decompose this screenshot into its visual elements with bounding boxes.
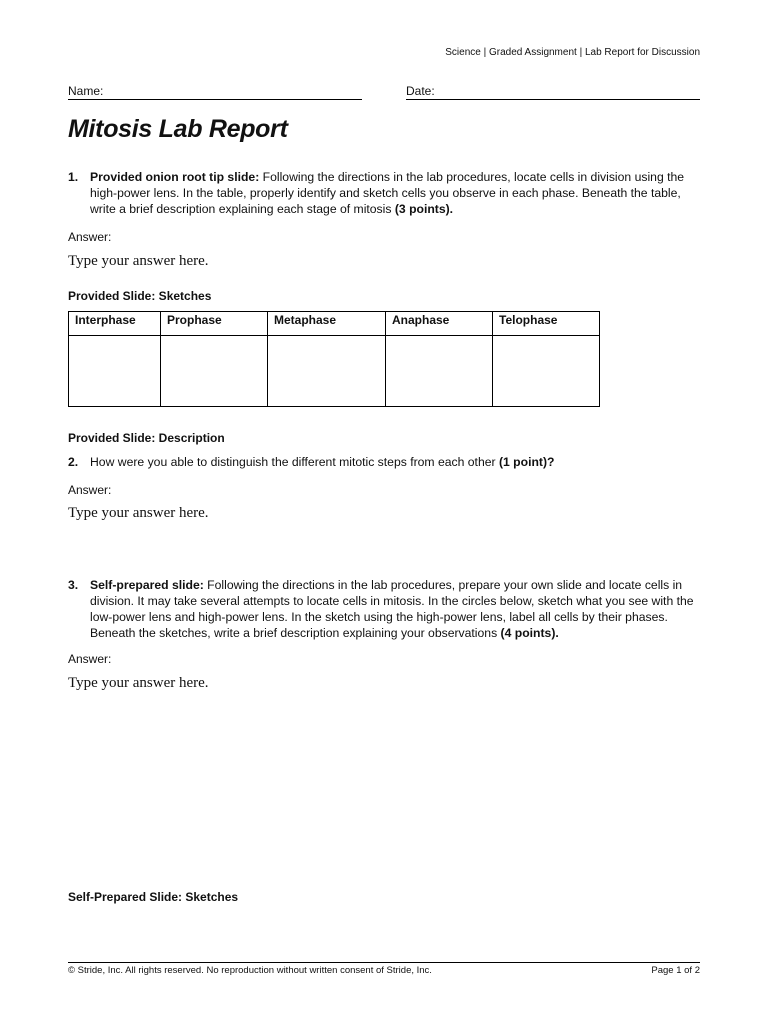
sketches-heading: Provided Slide: Sketches [68,289,212,303]
description-heading: Provided Slide: Description [68,431,225,445]
sketch-cell-prophase[interactable] [161,336,268,407]
question-2 [68,454,700,470]
sketch-table [68,311,600,407]
column-header: Prophase [161,312,268,336]
column-header: Interphase [69,312,161,336]
question-lead: Provided onion root tip slide: [90,170,260,184]
answer-label: Answer: [68,652,112,666]
column-header: Telophase [493,312,600,336]
sketch-cell-metaphase[interactable] [268,336,386,407]
question-body: Following the directions in the lab procedures, prepare your own slide and locate cells in division. It may take several attempts to locate cells in mitosis. In the circles below, sketch what you see with the low-power lens and high-power lens. In the sketch using the high-power lens, label all cells by their phases. Beneath the sketches, write a brief description explaining your observations [90,578,694,640]
question-number: 3. [68,578,79,592]
answer-input-3[interactable]: Type your answer here. [68,675,209,691]
sketch-cell-interphase[interactable] [69,336,161,407]
question-body: How were you able to distinguish the different mitotic steps from each other [90,455,499,469]
date-field[interactable] [406,99,700,100]
question-lead: Self-prepared slide: [90,578,204,592]
document-header: Science | Graded Assignment | Lab Report for Discussion [445,47,700,58]
answer-input-2[interactable]: Type your answer here. [68,505,209,521]
answer-label: Answer: [68,483,112,497]
footer-divider [68,962,700,963]
sketch-cell-telophase[interactable] [493,336,600,407]
question-number: 1. [68,170,79,184]
footer-copyright: © Stride, Inc. All rights reserved. No reproduction without written consent of Stride, Inc. [68,965,432,976]
question-points: (4 points). [500,626,559,640]
question-3 [68,577,700,641]
page-title: Mitosis Lab Report [68,115,288,143]
question-body: Following the directions in the lab procedures, locate cells in division using the high-power lens. In the table, properly identify and sketch cells you observe in each phase. Beneath the table, write a brief description explaining each stage of mitosis [90,170,685,216]
question-points: (3 points). [394,202,454,216]
page-number: Page 1 of 2 [651,965,700,976]
name-label: Name: [68,84,104,98]
question-number: 2. [68,455,79,469]
question-points: (1 point)? [498,455,555,469]
name-field[interactable] [68,99,362,100]
question-1 [68,169,700,217]
self-sketches-heading: Self-Prepared Slide: Sketches [68,890,239,904]
answer-input-1[interactable]: Type your answer here. [68,253,209,269]
sketch-cell-anaphase[interactable] [386,336,493,407]
date-label: Date: [406,84,435,98]
column-header: Anaphase [386,312,493,336]
column-header: Metaphase [268,312,386,336]
answer-label: Answer: [68,230,112,244]
